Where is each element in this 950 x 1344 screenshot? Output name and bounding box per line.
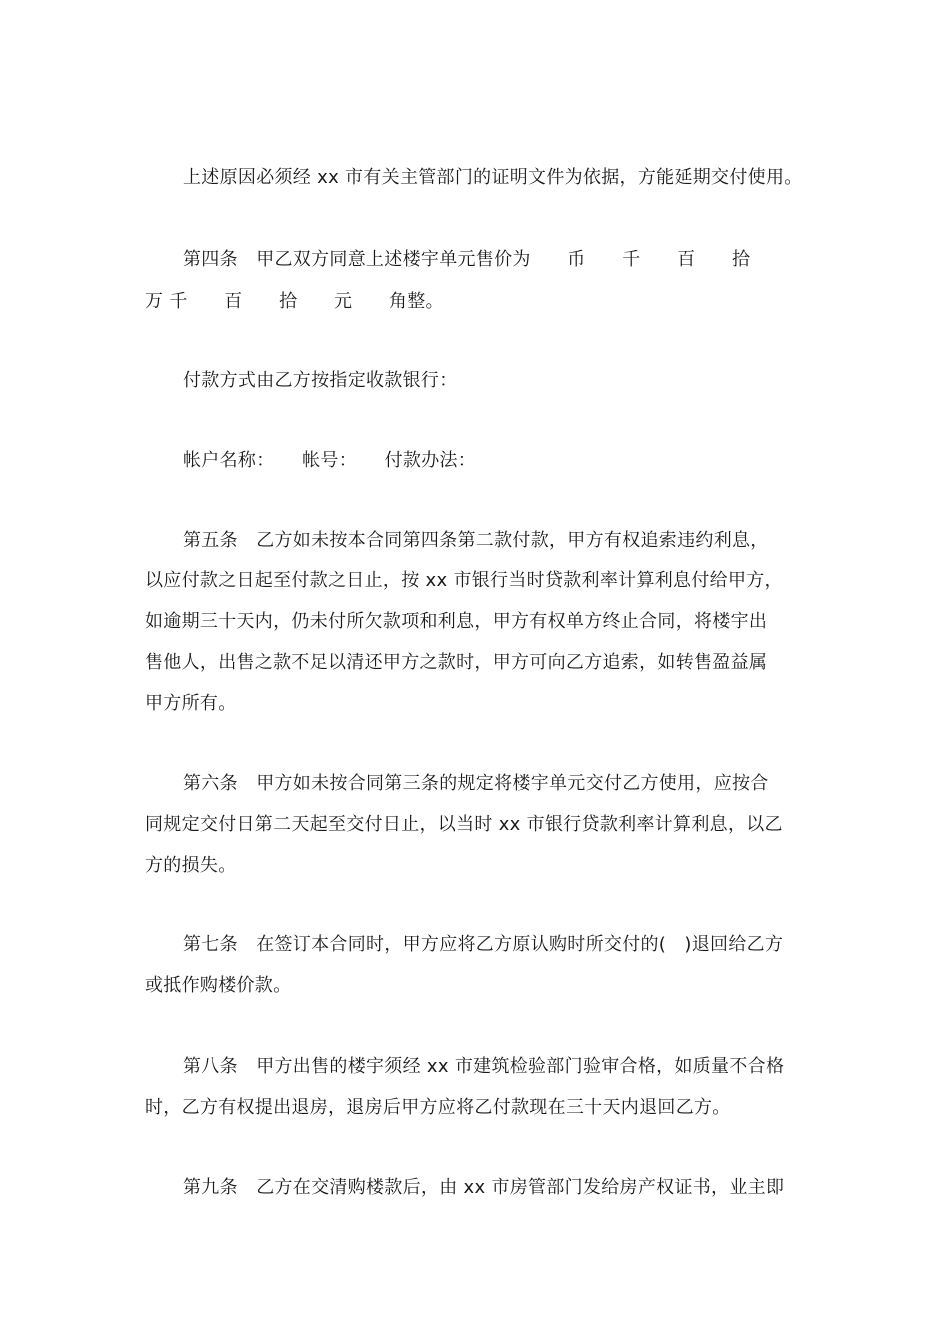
account-info-line: 帐户名称： 帐号： 付款办法： [183,450,477,471]
payment-method-line: 付款方式由乙方按指定收款银行： [183,370,458,391]
article-6-line-1: 第六条 甲方如未按合同第三条的规定将楼宇单元交付乙方使用，应按合 [183,773,769,794]
article-6-line-2: 同规定交付日第二天起至交付日止，以当时 xx 市银行贷款利率计算利息，以乙 [145,814,783,835]
article-6-line-3: 方的损失。 [145,855,237,876]
article-4-line-2: 万 千 百 拾 元 角整。 [145,291,444,312]
article-5-line-4: 售他人，出售之款不足以清还甲方之款时，甲方可向乙方追索，如转售盈益属 [145,652,768,673]
article-4-line-1: 第四条 甲乙双方同意上述楼宇单元售价为 币 千 百 拾 [183,249,751,270]
article-5-line-1: 第五条 乙方如未按本合同第四条第二款付款，甲方有权追索违约利息， [183,530,769,551]
article-7-line-1: 第七条 在签订本合同时，甲方应将乙方原认购时所交付的( )退回给乙方 [183,934,784,955]
paragraph-delay-basis: 上述原因必须经 xx 市有关主管部门的证明文件为依据，方能延期交付使用。 [183,167,803,188]
article-9-line-1: 第九条 乙方在交清购楼款后，由 xx 市房管部门发给房产权证书，业主即 [183,1177,785,1198]
article-7-line-2: 或抵作购楼价款。 [145,975,292,996]
article-5-line-3: 如逾期三十天内，仍未付所欠款项和利息，甲方有权单方终止合同，将楼宇出 [145,611,768,632]
article-8-line-2: 时，乙方有权提出退房，退房后甲方应将乙付款现在三十天内退回乙方。 [145,1097,731,1118]
article-8-line-1: 第八条 甲方出售的楼宇须经 xx 市建筑检验部门验审合格，如质量不合格 [183,1056,785,1077]
article-5-line-2: 以应付款之日起至付款之日止，按 xx 市银行当时贷款利率计算利息付给甲方， [145,570,783,591]
article-5-line-5: 甲方所有。 [145,693,237,714]
